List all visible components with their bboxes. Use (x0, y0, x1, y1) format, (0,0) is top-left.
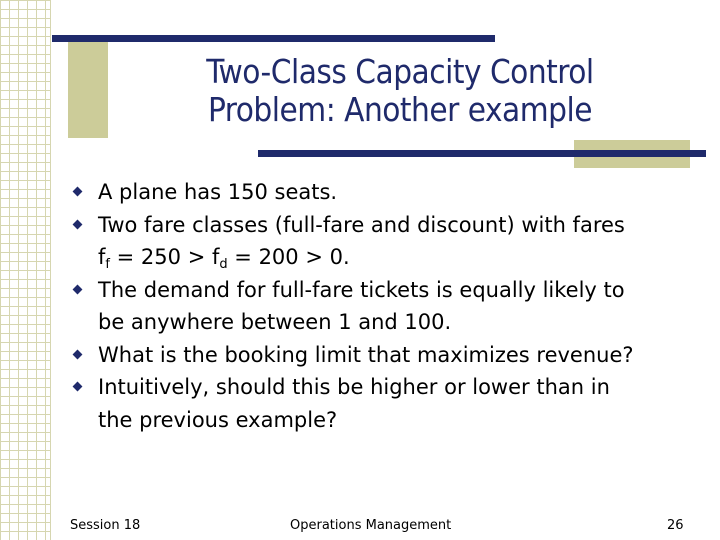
footer-page-number: 26 (667, 518, 684, 533)
decorative-title-bar-bottom (258, 150, 706, 157)
bullet-item (70, 339, 710, 372)
bullet-text-line-1: The demand for full-fare tickets is equally likely to (98, 277, 625, 302)
bullet-text-line-1: Intuitively, should this be higher or lower than in (98, 375, 610, 399)
footer-course: Operations Management (290, 518, 452, 533)
diamond-bullet-icon (73, 284, 83, 294)
slide-title (120, 53, 680, 129)
decorative-grid-strip (0, 0, 51, 540)
bullet-item (70, 176, 710, 209)
decorative-olive-block-top (68, 40, 108, 138)
fare-comparison-end: = 200 > 0. (227, 245, 350, 269)
bullet-list (70, 176, 710, 436)
diamond-bullet-icon (73, 382, 83, 392)
slide-title-line-2: Problem: Another example (207, 90, 593, 129)
footer-session: Session 18 (70, 518, 141, 533)
diamond-bullet-icon (73, 219, 83, 229)
bullet-text: A plane has 150 seats. (98, 180, 338, 204)
bullet-text-line-2 (98, 241, 710, 274)
diamond-bullet-icon (73, 187, 83, 197)
discount-subscript: d (219, 257, 228, 272)
fare-symbol: f (98, 245, 106, 269)
bullet-text-line-2: the previous example? (98, 407, 338, 432)
fare-comparison: = 250 > f (109, 245, 220, 269)
bullet-text: What is the booking limit that maximizes revenue? (98, 342, 634, 367)
bullet-text-line-2: be anywhere between 1 and 100. (98, 310, 452, 334)
bullet-item (70, 274, 710, 339)
bullet-text-line-1: Two fare classes (full-fare and discount) with fares (98, 212, 625, 237)
bullet-item (70, 371, 710, 436)
bullet-item (70, 209, 710, 274)
full-fare-subscript: f (105, 257, 110, 272)
decorative-title-bar-top (52, 35, 495, 42)
diamond-bullet-icon (73, 349, 83, 359)
slide-title-line-1: Two-Class Capacity Control (206, 52, 594, 91)
